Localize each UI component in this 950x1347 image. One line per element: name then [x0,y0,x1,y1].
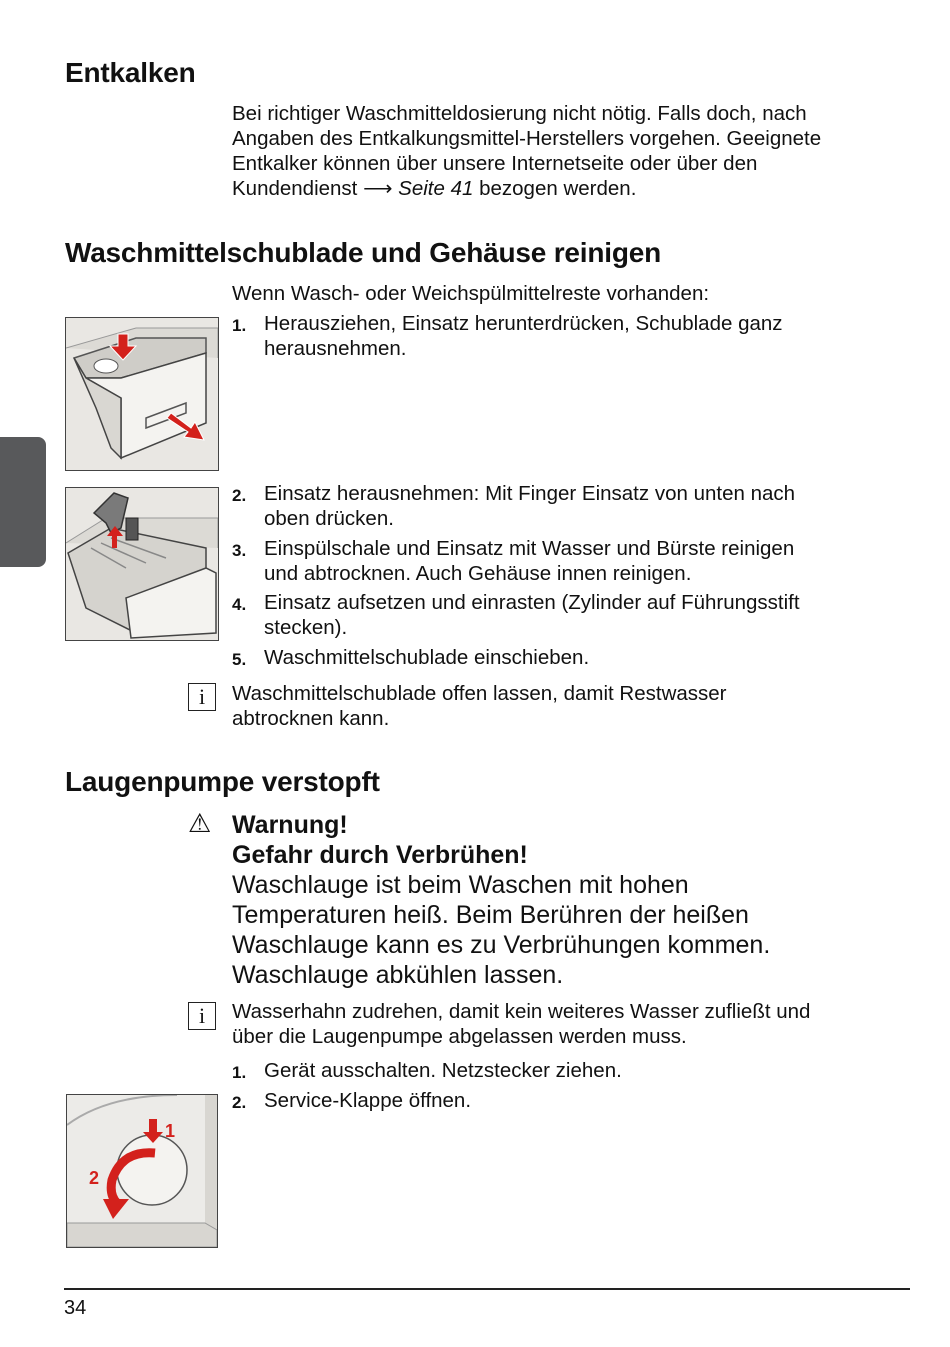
pump-step-2-text: Service-Klappe öffnen. [264,1089,472,1112]
warning-subtitle: Gefahr durch Verbrühen! [232,841,528,869]
step-4-number: 4. [232,595,247,614]
info-wasserhahn-line-1: Wasserhahn zudrehen, damit kein weiteres Wasser zufließt und [232,1000,811,1023]
step-1-number: 1. [232,316,247,335]
page-number: 34 [64,1297,87,1319]
page-link[interactable]: Seite 41 [398,177,474,200]
warning-block [232,810,770,990]
step-1-line-1: Herausziehen, Einsatz herunterdrücken, Schublade ganz [264,312,783,335]
pump-step-1-text: Gerät ausschalten. Netzstecker ziehen. [264,1059,622,1082]
entkalken-line-1: Bei richtiger Waschmitteldosierung nicht nötig. Falls doch, nach [232,102,807,125]
step-1-text [264,311,783,361]
warning-line-2: Temperaturen heiß. Beim Berühren der heißen [232,901,749,929]
step-3-number: 3. [232,541,247,560]
pump-step-1-number: 1. [232,1063,247,1082]
step-2-line-2: oben drücken. [264,507,394,530]
step-1-line-2: herausnehmen. [264,337,407,360]
entkalken-line-2: Angaben des Entkalkungsmittel-Herstellers vorgehen. Geeignete [232,127,822,150]
step-3-line-1: Einspülschale und Einsatz mit Wasser und Bürste reinigen [264,537,795,560]
arrow-icon: ⟶ [363,177,393,200]
schublade-intro: Wenn Wasch- oder Weichspülmittelreste vorhanden: [232,282,710,305]
warning-line-3: Waschlauge kann es zu Verbrühungen kommen. [232,931,771,959]
info-icon: i [188,683,216,711]
step-3-line-2: und abtrocknen. Auch Gehäuse innen reinigen. [264,562,692,585]
info-wasserhahn [232,999,810,1049]
info-schublade [232,681,727,731]
info-schublade-line-1: Waschmittelschublade offen lassen, damit Restwasser [232,682,727,705]
entkalken-paragraph [232,101,821,201]
entkalken-line-4a: Kundendienst [232,177,364,200]
pump-step-2-number: 2. [232,1093,247,1112]
step-2-number: 2. [232,486,247,505]
entkalken-line-4 [232,176,821,201]
warning-icon: ⚠ [188,808,212,838]
step-4-line-1: Einsatz aufsetzen und einrasten (Zylinder auf Führungsstift [264,591,800,614]
info-icon: i [188,1002,216,1030]
info-schublade-line-2: abtrocknen kann. [232,707,390,730]
step-5-text: Waschmittelschublade einschieben. [264,646,590,669]
step-3-text [264,536,794,586]
info-wasserhahn-line-2: über die Laugenpumpe abgelassen werden muss. [232,1025,687,1048]
step-2-line-1: Einsatz herausnehmen: Mit Finger Einsatz von unten nach [264,482,796,505]
step-4-line-2: stecken). [264,616,348,639]
heading-entkalken: Entkalken [65,57,196,88]
figure-label-2: 2 [89,1168,100,1188]
warning-line-4: Waschlauge abkühlen lassen. [232,961,564,989]
warning-line-1: Waschlauge ist beim Waschen mit hohen [232,871,689,899]
figure-label-1: 1 [165,1121,176,1141]
drawer-pull-figure [65,317,219,471]
entkalken-line-4b: bezogen werden. [473,177,637,200]
heading-schublade: Waschmittelschublade und Gehäuse reinigen [65,237,662,268]
warning-title: Warnung! [232,811,348,839]
step-4-text [264,590,800,640]
step-5-number: 5. [232,650,247,669]
entkalken-line-3: Entkalker können über unsere Internetseite oder über den [232,152,758,175]
step-2-text [264,481,795,531]
insert-remove-figure [65,487,219,641]
service-flap-figure [66,1094,218,1248]
footer-divider [64,1288,910,1290]
heading-laugenpumpe: Laugenpumpe verstopft [65,766,380,797]
chapter-tab [0,437,46,567]
